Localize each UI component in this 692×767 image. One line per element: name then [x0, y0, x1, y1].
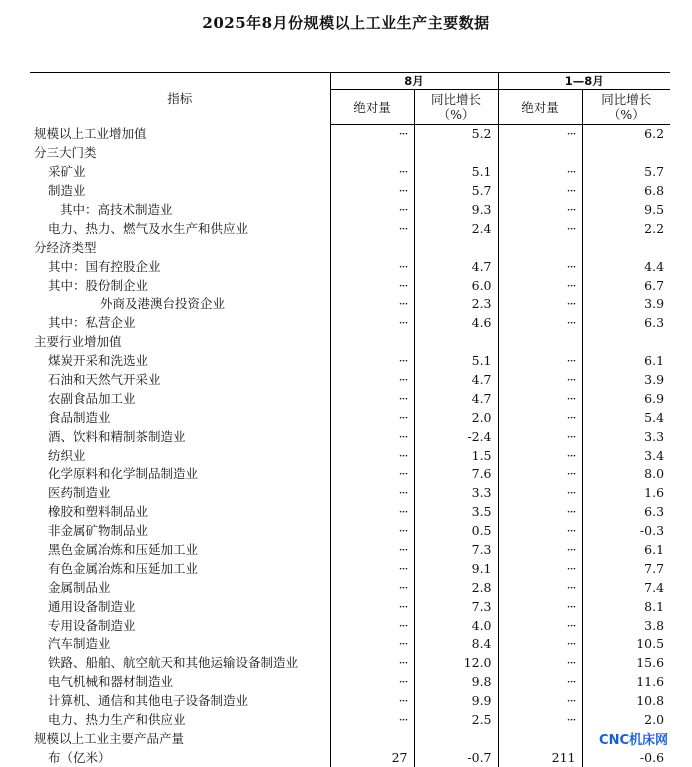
cumulative-yoy-cell: 4.4 [582, 257, 670, 276]
cumulative-yoy-cell: -0.3 [582, 522, 670, 541]
cumulative-yoy-cell: 5.7 [582, 163, 670, 182]
row-label: 食品制造业 [30, 408, 330, 427]
month-yoy-cell: 2.0 [414, 408, 498, 427]
month-yoy-cell: 5.1 [414, 163, 498, 182]
month-yoy-cell: 7.6 [414, 465, 498, 484]
month-abs-cell: ··· [330, 616, 414, 635]
table-row [30, 692, 670, 711]
row-label: 酒、饮料和精制茶制造业 [30, 427, 330, 446]
month-abs-cell [330, 238, 414, 257]
cumulative-abs-cell: ··· [498, 314, 582, 333]
indicator-header: 指标 [30, 73, 330, 125]
month-yoy-cell [414, 730, 498, 749]
row-label: 通用设备制造业 [30, 597, 330, 616]
row-label: 农副食品加工业 [30, 389, 330, 408]
month-yoy-cell: 9.3 [414, 201, 498, 220]
month-abs-cell: ··· [330, 314, 414, 333]
month-abs-cell: ··· [330, 295, 414, 314]
row-label: 制造业 [30, 182, 330, 201]
month-abs-cell: 27 [330, 748, 414, 767]
table-row [30, 673, 670, 692]
month-yoy-cell: 12.0 [414, 654, 498, 673]
month-abs-cell: ··· [330, 597, 414, 616]
cumulative-yoy-cell: 5.4 [582, 408, 670, 427]
row-label: 汽车制造业 [30, 635, 330, 654]
cumulative-abs-cell: ··· [498, 711, 582, 730]
table-row [30, 295, 670, 314]
month-yoy-cell: 4.7 [414, 257, 498, 276]
table-row [30, 522, 670, 541]
month-abs-cell [330, 333, 414, 352]
cumulative-yoy-cell [582, 238, 670, 257]
month-yoy-cell: 0.5 [414, 522, 498, 541]
table-row [30, 314, 670, 333]
month-abs-cell: ··· [330, 427, 414, 446]
table-row [30, 635, 670, 654]
cumulative-yoy-cell: 15.6 [582, 654, 670, 673]
cumulative-abs-cell: ··· [498, 408, 582, 427]
cumulative-abs-cell: ··· [498, 257, 582, 276]
watermark-logo: CNC机床网 [599, 729, 668, 748]
month-abs-cell: ··· [330, 125, 414, 144]
table-row [30, 201, 670, 220]
table-row [30, 730, 670, 749]
month-group-header: 8月 [330, 73, 498, 90]
table-row [30, 238, 670, 257]
row-label: 医药制造业 [30, 484, 330, 503]
cumulative-abs-cell: ··· [498, 182, 582, 201]
month-yoy-cell: 4.7 [414, 389, 498, 408]
month-abs-cell: ··· [330, 484, 414, 503]
cumulative-abs-cell: ··· [498, 446, 582, 465]
month-abs-cell: ··· [330, 541, 414, 560]
row-label: 电力、热力、燃气及水生产和供应业 [30, 219, 330, 238]
month-abs-cell: ··· [330, 163, 414, 182]
month-yoy-cell: 4.7 [414, 371, 498, 390]
page-title: 2025年8月份规模以上工业生产主要数据 [0, 12, 692, 33]
row-label: 规模以上工业主要产品产量 [30, 730, 330, 749]
month-yoy-cell: 1.5 [414, 446, 498, 465]
cumulative-yoy-cell: 9.5 [582, 201, 670, 220]
month-yoy-cell: -0.7 [414, 748, 498, 767]
month-abs-cell: ··· [330, 276, 414, 295]
table-row [30, 654, 670, 673]
month-yoy-cell: 5.1 [414, 352, 498, 371]
cumulative-abs-cell: ··· [498, 503, 582, 522]
table-row [30, 219, 670, 238]
month-abs-cell: ··· [330, 219, 414, 238]
row-label: 非金属矿物制品业 [30, 522, 330, 541]
cumulative-yoy-cell: 6.1 [582, 352, 670, 371]
month-yoy-cell: 2.8 [414, 578, 498, 597]
month-abs-cell: ··· [330, 446, 414, 465]
cumulative-yoy-cell: 10.8 [582, 692, 670, 711]
cumulative-yoy-cell: 6.8 [582, 182, 670, 201]
month-abs-header: 绝对量 [330, 90, 414, 125]
month-yoy-cell: 4.0 [414, 616, 498, 635]
table-row [30, 597, 670, 616]
cumulative-abs-cell: ··· [498, 522, 582, 541]
table-row [30, 427, 670, 446]
month-abs-cell: ··· [330, 389, 414, 408]
cumulative-abs-cell: ··· [498, 559, 582, 578]
cumulative-abs-cell [498, 238, 582, 257]
cumulative-yoy-cell: 6.3 [582, 503, 670, 522]
table-row [30, 276, 670, 295]
cumulative-yoy-cell: 11.6 [582, 673, 670, 692]
cumulative-yoy-cell: 2.0 [582, 711, 670, 730]
month-abs-cell: ··· [330, 654, 414, 673]
row-label: 电力、热力生产和供应业 [30, 711, 330, 730]
cumulative-yoy-header [582, 90, 670, 125]
month-yoy-cell: -2.4 [414, 427, 498, 446]
row-label: 化学原料和化学制品制造业 [30, 465, 330, 484]
row-label: 煤炭开采和洗选业 [30, 352, 330, 371]
month-yoy-cell: 9.9 [414, 692, 498, 711]
row-label: 规模以上工业增加值 [30, 125, 330, 144]
month-abs-cell [330, 730, 414, 749]
cumulative-yoy-cell: 3.9 [582, 295, 670, 314]
cumulative-yoy-cell: 6.2 [582, 125, 670, 144]
cumulative-abs-cell: ··· [498, 295, 582, 314]
cumulative-abs-cell: ··· [498, 163, 582, 182]
yoy-label: 同比增长 [431, 92, 481, 107]
table-row [30, 484, 670, 503]
cumulative-yoy-cell: 6.1 [582, 541, 670, 560]
table-row [30, 144, 670, 163]
cumulative-yoy-cell: 3.4 [582, 446, 670, 465]
table-row [30, 333, 670, 352]
month-yoy-cell: 7.3 [414, 541, 498, 560]
table-row [30, 748, 670, 767]
table-row [30, 559, 670, 578]
month-yoy-cell [414, 238, 498, 257]
month-abs-cell: ··· [330, 692, 414, 711]
row-label: 其中：股份制企业 [30, 276, 330, 295]
cumulative-abs-cell: ··· [498, 276, 582, 295]
month-yoy-cell [414, 144, 498, 163]
cumulative-abs-cell: ··· [498, 389, 582, 408]
cumulative-abs-cell: ··· [498, 635, 582, 654]
cumulative-yoy-cell: 1.6 [582, 484, 670, 503]
month-yoy-cell: 6.0 [414, 276, 498, 295]
cumulative-abs-cell [498, 730, 582, 749]
row-label: 有色金属冶炼和压延加工业 [30, 559, 330, 578]
table-row [30, 389, 670, 408]
row-label: 布（亿米） [30, 748, 330, 767]
cumulative-abs-cell: ··· [498, 616, 582, 635]
cumulative-yoy-cell: 3.9 [582, 371, 670, 390]
month-yoy-cell: 9.1 [414, 559, 498, 578]
row-label: 石油和天然气开采业 [30, 371, 330, 390]
table-row [30, 125, 670, 144]
table-row [30, 465, 670, 484]
month-yoy-cell: 3.5 [414, 503, 498, 522]
table-row [30, 163, 670, 182]
cumulative-abs-cell: ··· [498, 125, 582, 144]
month-abs-cell: ··· [330, 408, 414, 427]
cumulative-yoy-cell: 6.7 [582, 276, 670, 295]
cumulative-group-header: 1—8月 [498, 73, 670, 90]
row-label: 其中：国有控股企业 [30, 257, 330, 276]
row-label: 其中：私营企业 [30, 314, 330, 333]
month-abs-cell: ··· [330, 578, 414, 597]
cumulative-yoy-cell: 3.8 [582, 616, 670, 635]
cumulative-yoy-cell: 2.2 [582, 219, 670, 238]
cumulative-abs-cell: ··· [498, 541, 582, 560]
row-label: 外商及港澳台投资企业 [30, 295, 330, 314]
row-label: 计算机、通信和其他电子设备制造业 [30, 692, 330, 711]
table-row [30, 503, 670, 522]
row-label: 铁路、船舶、航空航天和其他运输设备制造业 [30, 654, 330, 673]
table-body [30, 125, 670, 767]
yoy-label: 同比增长 [601, 92, 651, 107]
month-abs-cell: ··· [330, 257, 414, 276]
table-row [30, 446, 670, 465]
cumulative-abs-cell: ··· [498, 578, 582, 597]
row-label: 金属制品业 [30, 578, 330, 597]
cumulative-abs-cell: ··· [498, 597, 582, 616]
month-abs-cell: ··· [330, 371, 414, 390]
month-abs-cell: ··· [330, 522, 414, 541]
month-abs-cell: ··· [330, 201, 414, 220]
table-row [30, 711, 670, 730]
table-row [30, 541, 670, 560]
cumulative-yoy-cell: 3.3 [582, 427, 670, 446]
month-abs-cell: ··· [330, 559, 414, 578]
cumulative-yoy-cell: 8.0 [582, 465, 670, 484]
cumulative-abs-cell: ··· [498, 352, 582, 371]
month-yoy-cell: 2.4 [414, 219, 498, 238]
month-yoy-cell: 2.3 [414, 295, 498, 314]
table-row [30, 182, 670, 201]
month-yoy-header [414, 90, 498, 125]
cumulative-abs-cell: ··· [498, 692, 582, 711]
month-yoy-cell [414, 333, 498, 352]
row-label: 纺织业 [30, 446, 330, 465]
cumulative-abs-cell: ··· [498, 371, 582, 390]
table-row [30, 408, 670, 427]
month-yoy-cell: 5.7 [414, 182, 498, 201]
month-abs-cell: ··· [330, 711, 414, 730]
month-abs-cell: ··· [330, 503, 414, 522]
month-yoy-cell: 8.4 [414, 635, 498, 654]
row-label: 橡胶和塑料制品业 [30, 503, 330, 522]
cumulative-yoy-cell: 6.9 [582, 389, 670, 408]
data-table [30, 72, 670, 767]
row-label: 其中：高技术制造业 [30, 201, 330, 220]
table-row [30, 371, 670, 390]
cumulative-yoy-cell: 7.4 [582, 578, 670, 597]
row-label: 分三大门类 [30, 144, 330, 163]
table-row [30, 352, 670, 371]
row-label: 黑色金属冶炼和压延加工业 [30, 541, 330, 560]
cumulative-abs-cell: ··· [498, 654, 582, 673]
month-abs-cell: ··· [330, 182, 414, 201]
month-abs-cell [330, 144, 414, 163]
row-label: 采矿业 [30, 163, 330, 182]
month-yoy-cell: 9.8 [414, 673, 498, 692]
cumulative-abs-cell: 211 [498, 748, 582, 767]
cumulative-yoy-cell: -0.6 [582, 748, 670, 767]
cumulative-abs-cell: ··· [498, 219, 582, 238]
month-yoy-cell: 2.5 [414, 711, 498, 730]
table-row [30, 616, 670, 635]
cumulative-abs-cell: ··· [498, 484, 582, 503]
cumulative-abs-cell: ··· [498, 427, 582, 446]
month-yoy-cell: 5.2 [414, 125, 498, 144]
cumulative-yoy-cell: 7.7 [582, 559, 670, 578]
cumulative-abs-cell [498, 144, 582, 163]
cumulative-yoy-cell: 10.5 [582, 635, 670, 654]
cumulative-yoy-cell [582, 144, 670, 163]
yoy-unit: （%） [415, 107, 498, 122]
table-row [30, 257, 670, 276]
month-abs-cell: ··· [330, 465, 414, 484]
table-row [30, 578, 670, 597]
row-label: 分经济类型 [30, 238, 330, 257]
month-yoy-cell: 3.3 [414, 484, 498, 503]
cumulative-abs-cell: ··· [498, 673, 582, 692]
month-abs-cell: ··· [330, 352, 414, 371]
cumulative-abs-header: 绝对量 [498, 90, 582, 125]
cumulative-abs-cell: ··· [498, 465, 582, 484]
cumulative-yoy-cell: 8.1 [582, 597, 670, 616]
row-label: 专用设备制造业 [30, 616, 330, 635]
cumulative-yoy-cell [582, 333, 670, 352]
row-label: 电气机械和器材制造业 [30, 673, 330, 692]
row-label: 主要行业增加值 [30, 333, 330, 352]
cumulative-abs-cell [498, 333, 582, 352]
month-abs-cell: ··· [330, 635, 414, 654]
month-abs-cell: ··· [330, 673, 414, 692]
month-yoy-cell: 7.3 [414, 597, 498, 616]
cumulative-yoy-cell: 6.3 [582, 314, 670, 333]
cumulative-abs-cell: ··· [498, 201, 582, 220]
yoy-unit: （%） [583, 107, 671, 122]
month-yoy-cell: 4.6 [414, 314, 498, 333]
